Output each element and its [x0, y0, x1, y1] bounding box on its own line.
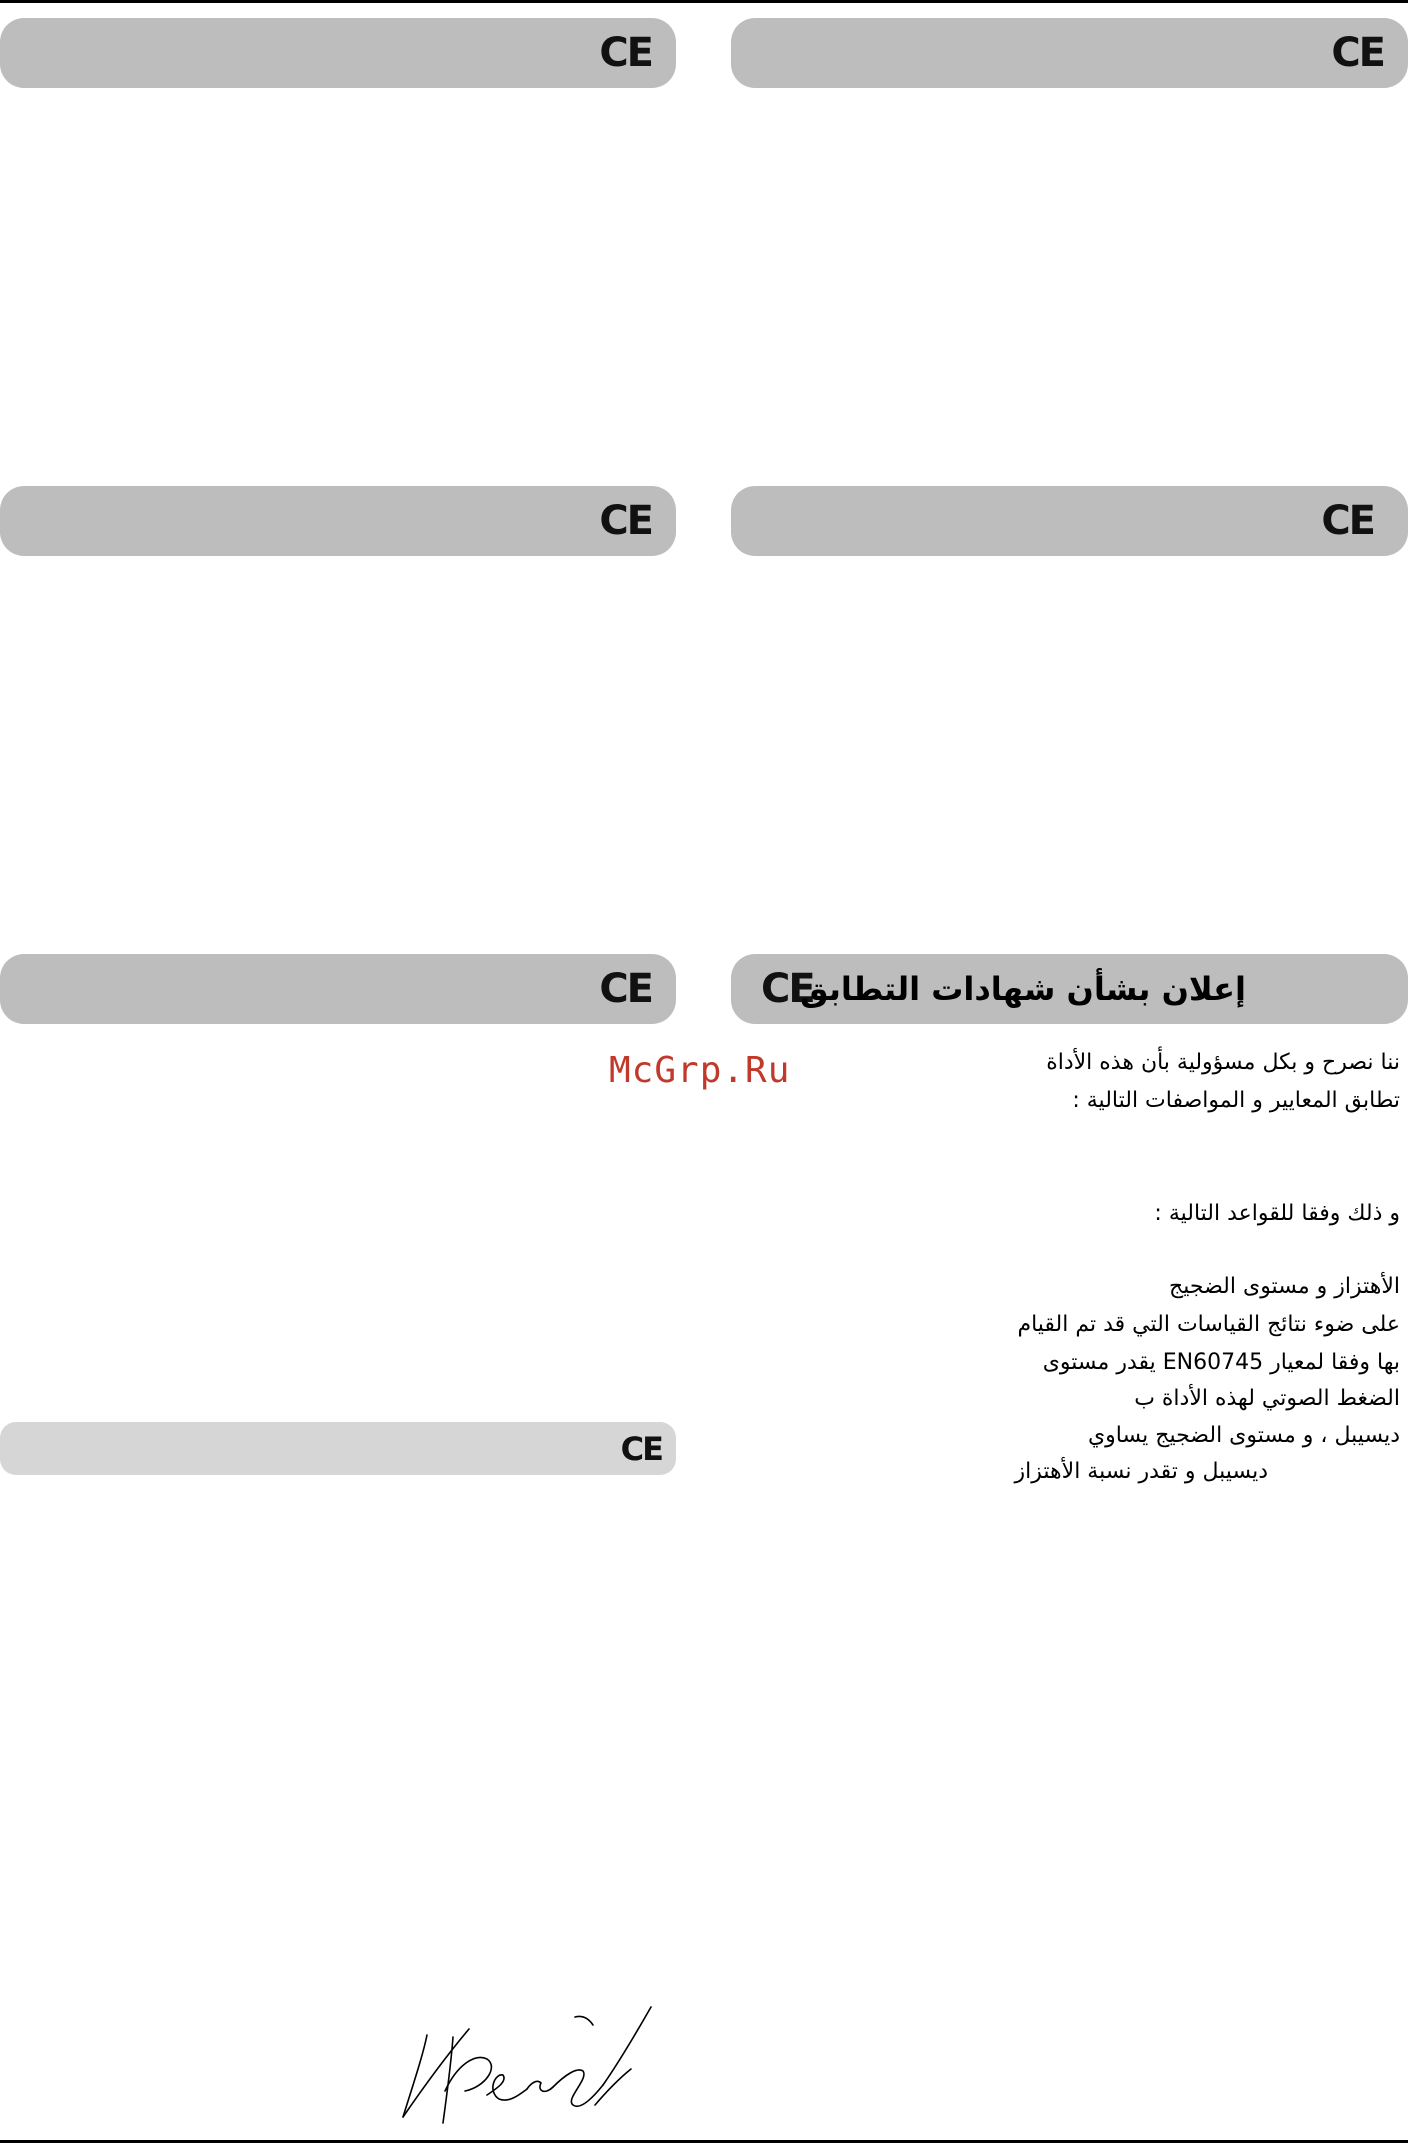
declaration-line: و ذلك وفقا للقواعد التالية :: [1154, 1201, 1400, 1226]
ce-mark-icon: CE: [620, 1429, 662, 1468]
vibration-title: الأهتزاز و مستوى الضجيج: [1169, 1274, 1400, 1299]
section-header-bar: [0, 486, 676, 556]
declaration-line: تطابق المعايير و المواصفات التالية :: [1072, 1088, 1400, 1113]
watermark: McGrp.Ru: [609, 1050, 791, 1091]
declaration-line: ننا نصرح و بكل مسؤولية بأن هذه الأداة: [1046, 1050, 1400, 1075]
section-header-bar: [0, 1422, 676, 1475]
vibration-line: ديسيبل ، و مستوى الضجيج يساوي: [1087, 1423, 1400, 1448]
ce-mark-icon: CE: [761, 966, 814, 1012]
ce-mark-icon: CE: [599, 498, 652, 544]
ce-mark-icon: CE: [1321, 498, 1374, 544]
section-header-bar: [731, 18, 1408, 88]
ce-mark-icon: CE: [1331, 30, 1384, 76]
declaration-header-bar: [731, 954, 1408, 1024]
declaration-title: إعلان بشأن شهادات التطابق: [799, 970, 1246, 1008]
bottom-rule: [0, 2140, 1408, 2143]
section-header-bar: [0, 954, 676, 1024]
ce-mark-icon: CE: [599, 30, 652, 76]
top-rule: [0, 0, 1408, 3]
signature-image: [395, 1995, 675, 2130]
vibration-line: على ضوء نتائج القياسات التي قد تم القيام: [1017, 1312, 1400, 1337]
vibration-line: ديسيبل و تقدر نسبة الأهتزاز: [1014, 1459, 1268, 1484]
section-header-bar: [0, 18, 676, 88]
ce-mark-icon: CE: [599, 966, 652, 1012]
section-header-bar: [731, 486, 1408, 556]
vibration-line: الضغط الصوتي لهذه الأداة ب: [1134, 1386, 1400, 1411]
vibration-line: بها وفقا لمعيار EN60745 يقدر مستوى: [1042, 1350, 1400, 1375]
